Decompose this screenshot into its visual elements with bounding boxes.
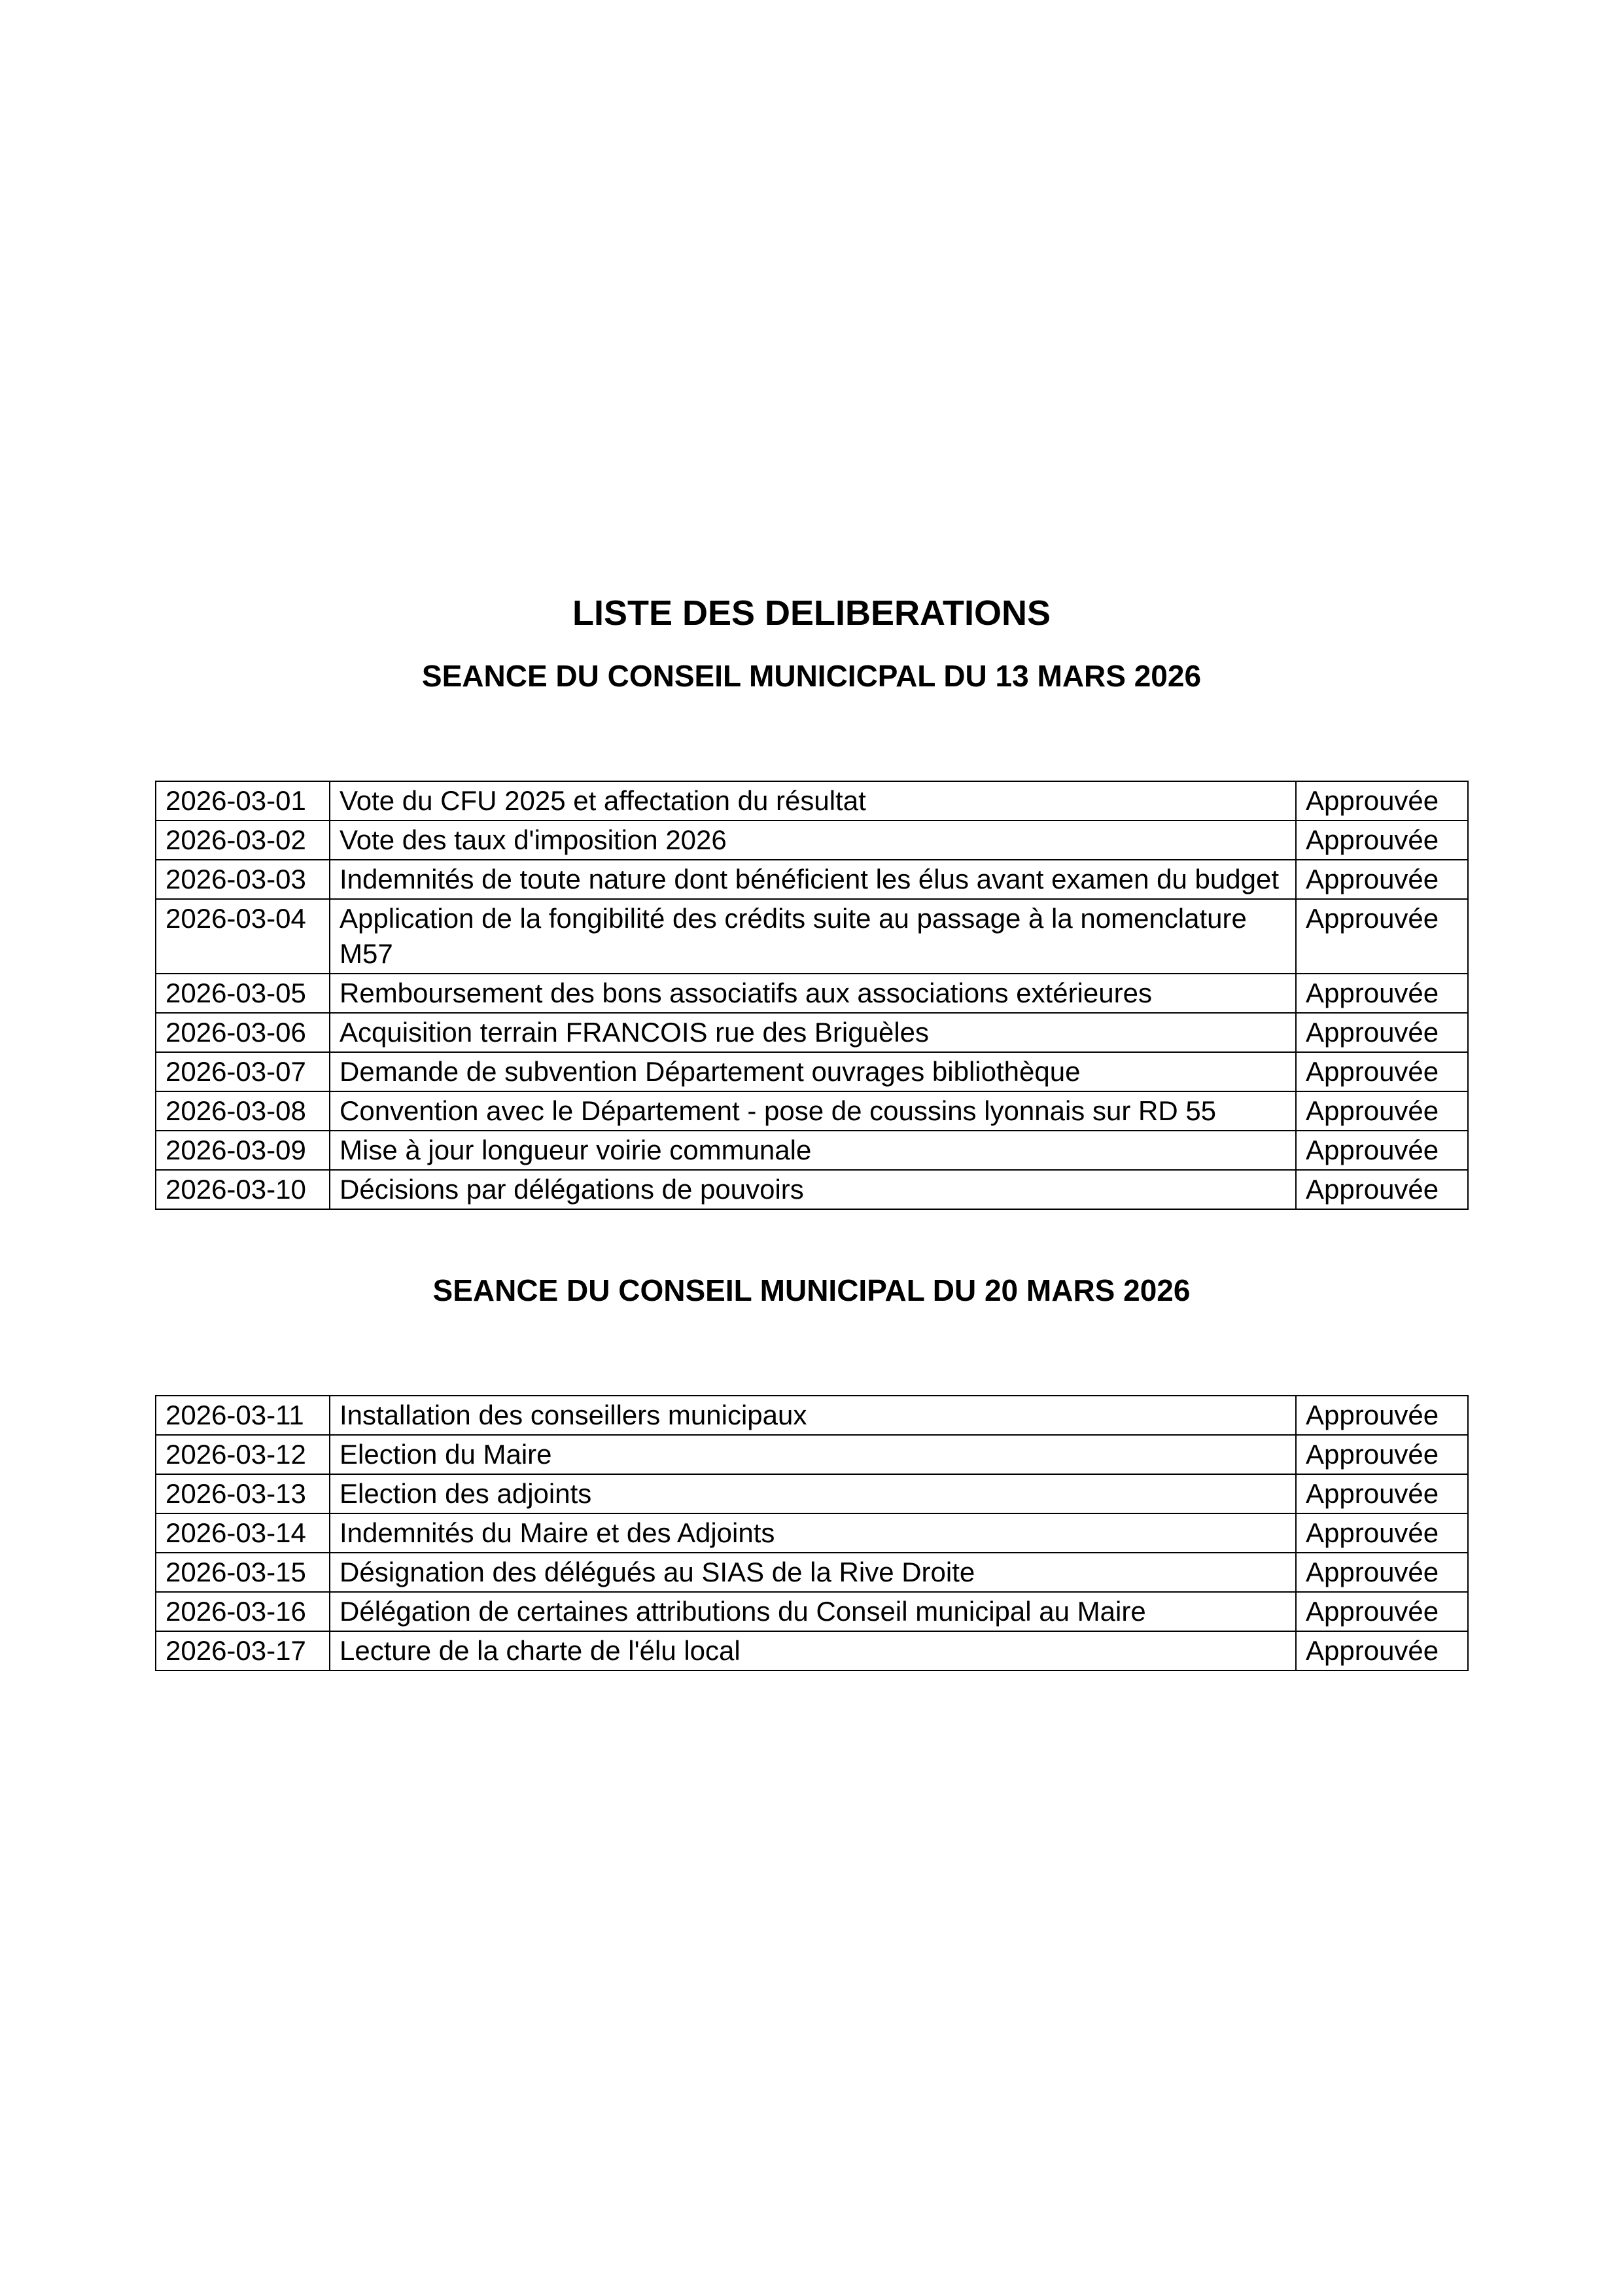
deliberation-status-cell: Approuvée [1296, 1170, 1468, 1209]
deliberation-number-cell: 2026-03-10 [156, 1170, 330, 1209]
deliberation-subject-cell: Indemnités du Maire et des Adjoints [330, 1513, 1296, 1553]
deliberation-subject-cell: Vote des taux d'imposition 2026 [330, 821, 1296, 860]
deliberation-subject-cell: Lecture de la charte de l'élu local [330, 1631, 1296, 1670]
deliberation-subject-cell: Décisions par délégations de pouvoirs [330, 1170, 1296, 1209]
deliberation-number-cell: 2026-03-09 [156, 1131, 330, 1170]
table-row [156, 781, 1468, 821]
deliberation-number-cell: 2026-03-14 [156, 1513, 330, 1553]
deliberation-subject-cell: Indemnités de toute nature dont bénéficient les élus avant examen du budget [330, 860, 1296, 899]
deliberation-subject-cell: Convention avec le Département - pose de coussins lyonnais sur RD 55 [330, 1091, 1296, 1131]
deliberation-status-cell: Approuvée [1296, 821, 1468, 860]
deliberation-status-cell: Approuvée [1296, 1052, 1468, 1091]
deliberation-number-cell: 2026-03-01 [156, 781, 330, 821]
table-row [156, 1131, 1468, 1170]
deliberation-status-cell: Approuvée [1296, 781, 1468, 821]
table-row [156, 1052, 1468, 1091]
deliberation-subject-cell: Application de la fongibilité des crédits suite au passage à la nomenclature M57 [330, 899, 1296, 974]
deliberation-number-cell: 2026-03-02 [156, 821, 330, 860]
deliberation-subject-cell: Vote du CFU 2025 et affectation du résultat [330, 781, 1296, 821]
table-row [156, 1013, 1468, 1052]
deliberation-status-cell: Approuvée [1296, 1592, 1468, 1631]
deliberation-status-cell: Approuvée [1296, 1013, 1468, 1052]
table-row [156, 821, 1468, 860]
deliberation-number-cell: 2026-03-07 [156, 1052, 330, 1091]
deliberation-subject-cell: Election des adjoints [330, 1474, 1296, 1513]
deliberation-subject-cell: Acquisition terrain FRANCOIS rue des Briguèles [330, 1013, 1296, 1052]
deliberation-number-cell: 2026-03-13 [156, 1474, 330, 1513]
deliberation-subject-cell: Mise à jour longueur voirie communale [330, 1131, 1296, 1170]
deliberation-number-cell: 2026-03-12 [156, 1435, 330, 1474]
deliberation-status-cell: Approuvée [1296, 899, 1468, 974]
deliberation-number-cell: 2026-03-17 [156, 1631, 330, 1670]
deliberation-status-cell: Approuvée [1296, 1131, 1468, 1170]
deliberation-number-cell: 2026-03-06 [156, 1013, 330, 1052]
session-1-table [155, 781, 1469, 1210]
table-row [156, 974, 1468, 1013]
table-row [156, 899, 1468, 974]
deliberation-subject-cell: Demande de subvention Département ouvrages bibliothèque [330, 1052, 1296, 1091]
table-row [156, 1592, 1468, 1631]
deliberation-number-cell: 2026-03-16 [156, 1592, 330, 1631]
session-2-table [155, 1395, 1469, 1671]
deliberation-status-cell: Approuvée [1296, 974, 1468, 1013]
table-row [156, 1435, 1468, 1474]
deliberation-number-cell: 2026-03-15 [156, 1553, 330, 1592]
session-2-heading: SEANCE DU CONSEIL MUNICIPAL DU 20 MARS 2026 [432, 1273, 1191, 1307]
table-row [156, 1474, 1468, 1513]
deliberation-status-cell: Approuvée [1296, 1553, 1468, 1592]
deliberation-status-cell: Approuvée [1296, 1474, 1468, 1513]
table-row [156, 1513, 1468, 1553]
deliberation-status-cell: Approuvée [1296, 1631, 1468, 1670]
table-row [156, 1091, 1468, 1131]
deliberation-number-cell: 2026-03-08 [156, 1091, 330, 1131]
deliberation-status-cell: Approuvée [1296, 1435, 1468, 1474]
deliberation-number-cell: 2026-03-11 [156, 1396, 330, 1435]
deliberation-number-cell: 2026-03-05 [156, 974, 330, 1013]
deliberation-subject-cell: Installation des conseillers municipaux [330, 1396, 1296, 1435]
deliberation-status-cell: Approuvée [1296, 860, 1468, 899]
table-row [156, 1553, 1468, 1592]
deliberation-subject-cell: Délégation de certaines attributions du Conseil municipal au Maire [330, 1592, 1296, 1631]
table-row [156, 860, 1468, 899]
session-1-heading: SEANCE DU CONSEIL MUNICICPAL DU 13 MARS 2026 [421, 659, 1202, 693]
deliberation-number-cell: 2026-03-04 [156, 899, 330, 974]
document-title: LISTE DES DELIBERATIONS [572, 593, 1051, 633]
deliberation-number-cell: 2026-03-03 [156, 860, 330, 899]
deliberation-status-cell: Approuvée [1296, 1396, 1468, 1435]
table-row [156, 1170, 1468, 1209]
table-row [156, 1631, 1468, 1670]
deliberation-subject-cell: Désignation des délégués au SIAS de la Rive Droite [330, 1553, 1296, 1592]
deliberation-status-cell: Approuvée [1296, 1513, 1468, 1553]
deliberation-status-cell: Approuvée [1296, 1091, 1468, 1131]
deliberation-subject-cell: Remboursement des bons associatifs aux associations extérieures [330, 974, 1296, 1013]
deliberation-subject-cell: Election du Maire [330, 1435, 1296, 1474]
table-row [156, 1396, 1468, 1435]
